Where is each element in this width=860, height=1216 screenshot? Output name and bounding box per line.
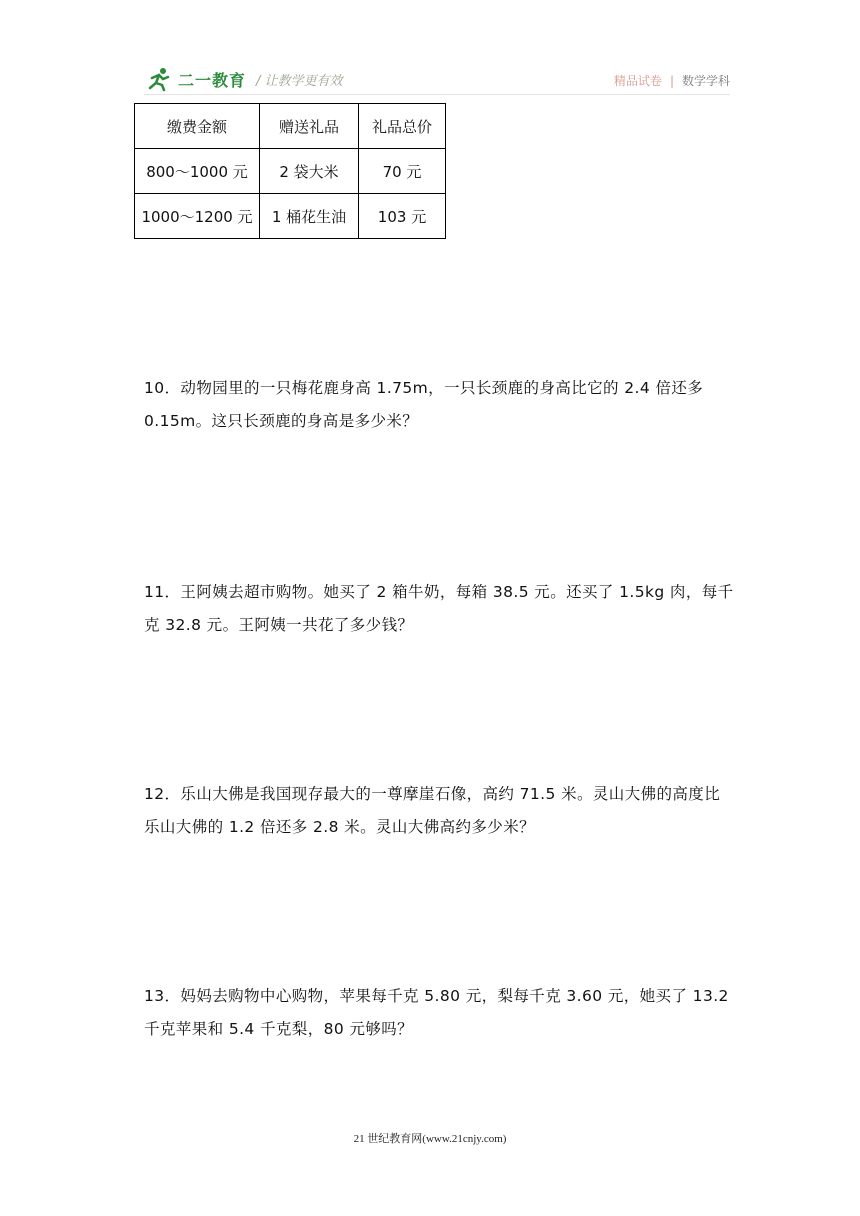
question-10: 10．动物园里的一只梅花鹿身高 1.75m，一只长颈鹿的身高比它的 2.4 倍还多 0.15m。这只长颈鹿的身高是多少米？ — [144, 379, 704, 430]
table-header-cell: 礼品总价 — [359, 104, 446, 149]
table-header-cell: 赠送礼品 — [260, 104, 359, 149]
gift-table — [134, 103, 446, 239]
header-separator: | — [669, 73, 674, 88]
page-footer: 21 世纪教育网(www.21cnjy.com) — [353, 1133, 507, 1145]
question-11: 11．王阿姨去超市购物。她买了 2 箱牛奶，每箱 38.5 元。还买了 1.5kg 肉，每千克 32.8 元。王阿姨一共花了多少钱？ — [144, 583, 734, 634]
runner-logo-icon — [144, 66, 174, 92]
table-cell: 2 袋大米 — [260, 149, 359, 194]
brand-logo — [144, 64, 343, 94]
table-row — [135, 194, 446, 239]
table-cell: 70 元 — [359, 149, 446, 194]
header-divider — [144, 94, 730, 95]
header-label-premium: 精品试卷 — [613, 74, 662, 88]
table-cell: 103 元 — [359, 194, 446, 239]
table-cell: 1 桶花生油 — [260, 194, 359, 239]
header-subject — [614, 72, 730, 89]
question-13: 13．妈妈去购物中心购物，苹果每千克 5.80 元，梨每千克 3.60 元，她买了 13.2 千克苹果和 5.4 千克梨，80 元够吗？ — [144, 987, 729, 1038]
table-cell: 1000～1200 元 — [135, 194, 260, 239]
question-12: 12．乐山大佛是我国现存最大的一尊摩崖石像，高约 71.5 米。灵山大佛的高度比乐山大佛的 1.2 倍还多 2.8 米。灵山大佛高约多少米？ — [144, 785, 721, 836]
page-header — [144, 64, 730, 94]
table-row — [135, 149, 446, 194]
brand-slogan: / 让教学更有效 — [256, 73, 343, 89]
table-header-cell: 缴费金额 — [135, 104, 260, 149]
brand-name: 二一教育 — [178, 70, 247, 90]
table-header-row — [135, 104, 446, 149]
header-label-subject: 数学学科 — [681, 74, 730, 88]
table-cell: 800～1000 元 — [135, 149, 260, 194]
